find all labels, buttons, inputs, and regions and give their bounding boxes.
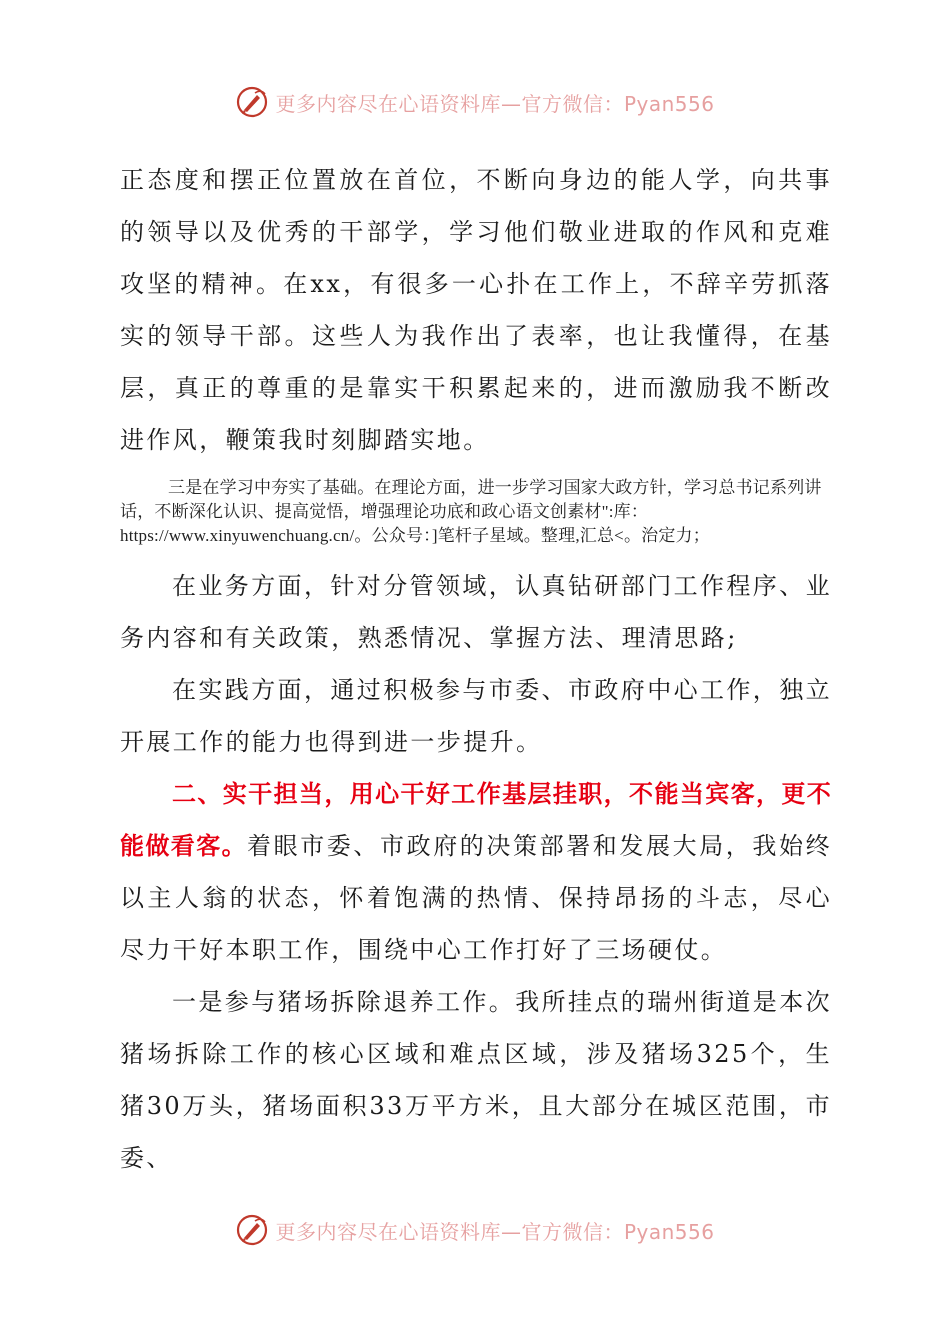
paragraph-5 — [120, 768, 832, 976]
pen-logo-icon — [235, 85, 269, 119]
header-banner — [0, 82, 950, 122]
paragraph-6: 一是参与猪场拆除退养工作。我所挂点的瑞州街道是本次猪场拆除工作的核心区域和难点区域，涉及猪场325个，生猪30万头，猪场面积33万平方米，且大部分在城区范围，市委、 — [120, 988, 832, 1172]
header-banner-text: 更多内容尽在心语资料库—官方微信：Pyan556 — [275, 91, 715, 116]
paragraph-4: 在实践方面，通过积极参与市委、市政府中心工作，独立开展工作的能力也得到进一步提升。 — [120, 676, 832, 756]
paragraph-5-body: 着眼市委、市政府的决策部署和发展大局，我始终以主人翁的状态，怀着饱满的热情、保持昂扬的斗志，尽心尽力干好本职工作，围绕中心工作打好了三场硬仗。 — [120, 832, 832, 964]
paragraph-1: 正态度和摆正位置放在首位，不断向身边的能人学，向共事的领导以及优秀的干部学，学习他们敬业进取的作风和克难攻坚的精神。在xx，有很多一心扑在工作上，不辞辛劳抓落实的领导干部。这些人为我作出了表率，也让我懂得，在基层，真正的尊重的是靠实干积累起来的，进而激励我不断改进作风，鞭策我时刻脚踏实地。 — [120, 166, 832, 454]
paragraph-3: 在业务方面，针对分管领域，认真钻研部门工作程序、业务内容和有关政策，熟悉情况、掌握方法、理清思路; — [120, 572, 832, 652]
document-body — [120, 154, 832, 1184]
pen-logo-icon — [235, 1213, 269, 1247]
paragraph-2-small: 三是在学习中夯实了基础。在理论方面，进一步学习国家大政方针，学习总书记系列讲话，不断深化认识、提高觉悟，增强理论功底和政心语文创素材":库：https://www.xinyuwenchuang.cn/。公众号：]笔杆子星域。整理,汇总<。治定力； — [120, 478, 822, 545]
footer-banner — [0, 1210, 950, 1250]
footer-banner-text: 更多内容尽在心语资料库—官方微信：Pyan556 — [275, 1219, 715, 1244]
section-heading: 二、实干担当，用心干好工作基层挂职，不能当宾客，更不能做看客。 — [120, 780, 832, 860]
